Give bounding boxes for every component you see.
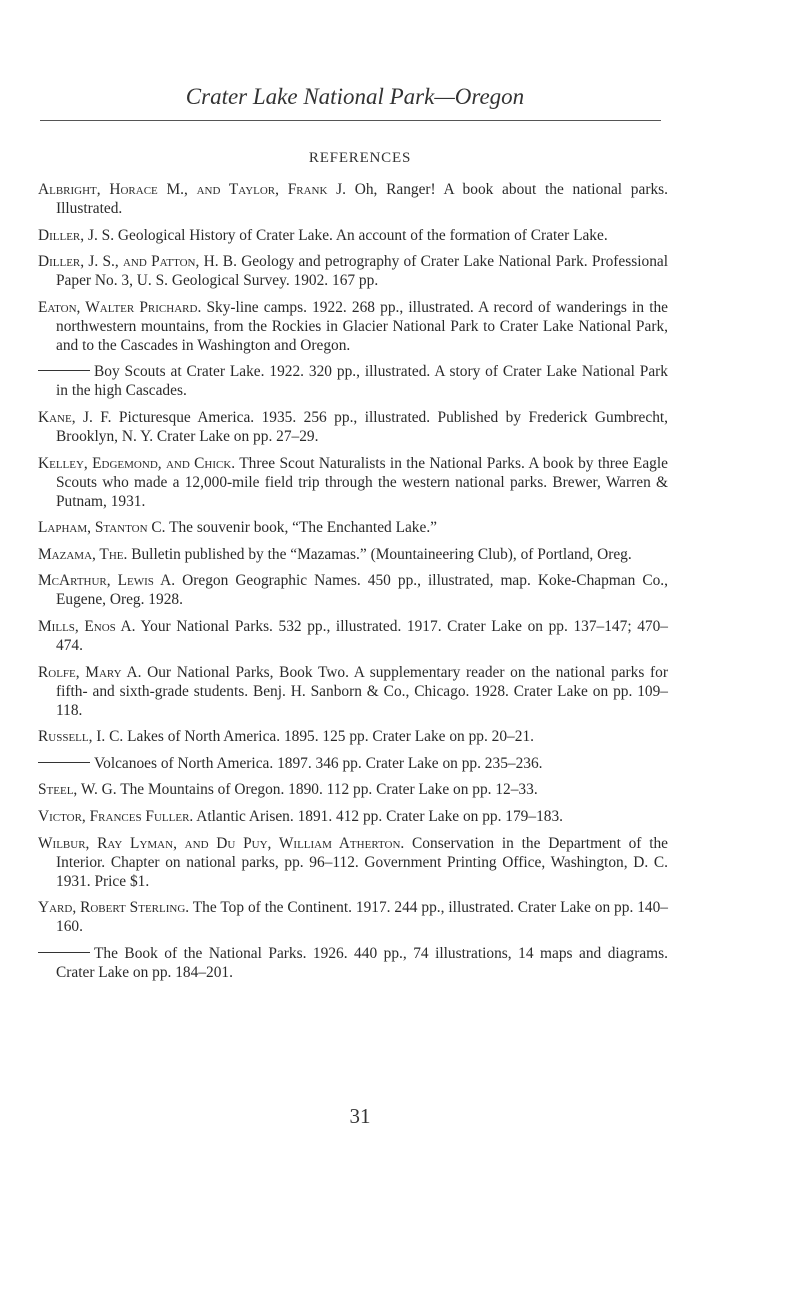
reference-entry xyxy=(38,617,668,655)
reference-author: Kane, J. F. xyxy=(38,408,112,426)
reference-author: Mills, Enos A. xyxy=(38,617,136,635)
reference-entry xyxy=(38,252,668,290)
reference-list xyxy=(38,180,668,989)
reference-text: Your National Parks. 532 pp., illustrated. 1917. Crater Lake on pp. 137–147; 470–474. xyxy=(56,617,668,654)
reference-entry xyxy=(38,944,668,982)
ditto-dash xyxy=(38,762,90,763)
reference-entry xyxy=(38,180,668,218)
reference-author: Diller, J. S. xyxy=(38,226,115,244)
reference-text: Geology and petrography of Crater Lake National Park. Professional Paper No. 3, U. S. Geological Survey. 1902. 167 pp. xyxy=(56,253,668,290)
ditto-dash xyxy=(38,370,90,371)
reference-entry xyxy=(38,518,668,537)
reference-text: Boy Scouts at Crater Lake. 1922. 320 pp., illustrated. A story of Crater Lake National Park in the high Cascades. xyxy=(56,363,668,400)
reference-text: The Book of the National Parks. 1926. 440 pp., 74 illustrations, 14 maps and diagrams. Crater Lake on pp. 184–201. xyxy=(56,944,668,981)
reference-entry xyxy=(38,898,668,936)
reference-text: Lakes of North America. 1895. 125 pp. Crater Lake on pp. 20–21. xyxy=(127,728,534,746)
ditto-dash xyxy=(38,952,90,953)
reference-text: The Top of the Continent. 1917. 244 pp., illustrated. Crater Lake on pp. 140–160. xyxy=(56,899,668,936)
reference-text: Geological History of Crater Lake. An account of the formation of Crater Lake. xyxy=(117,226,608,244)
section-title: REFERENCES xyxy=(308,150,412,166)
reference-entry xyxy=(38,727,668,746)
reference-author: Kelley, Edgemond, and Chick. xyxy=(38,454,236,472)
reference-author: Yard, Robert Sterling. xyxy=(38,899,190,917)
reference-entry xyxy=(38,298,668,355)
reference-author: Eaton, Walter Prichard. xyxy=(38,298,202,316)
reference-author: Albright, Horace M., and Taylor, Frank J. xyxy=(38,181,346,198)
reference-text: Bulletin published by the “Mazamas.” (Mountaineering Club), of Portland, Oreg. xyxy=(131,545,632,563)
reference-text: Volcanoes of North America. 1897. 346 pp. Crater Lake on pp. 235–236. xyxy=(94,754,543,772)
reference-text: Three Scout Naturalists in the National Parks. A book by three Eagle Scouts who made a 12,000-mile field trip through the western national parks. Brewer, Warren & Putnam, 1931. xyxy=(56,454,668,510)
reference-text: Our National Parks, Book Two. A supplementary reader on the national parks for fifth- and sixth-grade students. Benj. H. Sanborn & Co., Chicago. 1928. Crater Lake on pp. 109–118. xyxy=(56,663,668,719)
page-number: 31 xyxy=(349,1104,371,1128)
reference-text: Picturesque America. 1935. 256 pp., illustrated. Published by Frederick Gumbrecht, Brooklyn, N. Y. Crater Lake on pp. 27–29. xyxy=(56,408,669,445)
reference-text: Oh, Ranger! A book about the national parks. Illustrated. xyxy=(56,181,668,217)
reference-author: Diller, J. S., and Patton, H. B. xyxy=(38,253,237,271)
reference-author: Steel, W. G. xyxy=(38,781,117,799)
header-rule xyxy=(40,120,661,121)
reference-entry xyxy=(38,780,668,799)
reference-author: McArthur, Lewis A. xyxy=(38,572,176,590)
reference-entry xyxy=(38,834,668,891)
reference-text: Sky-line camps. 1922. 268 pp., illustrated. A record of wanderings in the northwestern mountains, from the Rockies in Glacier National Park to Crater Lake National Park, and to the Cascades in Washington and Oregon. xyxy=(56,298,668,354)
reference-author: Victor, Frances Fuller. xyxy=(38,807,194,825)
reference-entry xyxy=(38,226,668,245)
running-head: Crater Lake National Park—Oregon xyxy=(185,84,525,109)
reference-entry xyxy=(38,807,668,826)
reference-author: Mazama, The. xyxy=(38,545,128,563)
reference-author: Wilbur, Ray Lyman, and Du Puy, William Atherton. xyxy=(38,834,405,852)
reference-entry xyxy=(38,454,668,511)
reference-text: Oregon Geographic Names. 450 pp., illustrated, map. Koke-Chapman Co., Eugene, Oreg. 1928. xyxy=(56,572,668,609)
reference-entry xyxy=(38,754,668,773)
reference-text: The Mountains of Oregon. 1890. 112 pp. Crater Lake on pp. 12–33. xyxy=(120,781,538,799)
reference-author: Russell, I. C. xyxy=(38,728,124,746)
reference-text: The souvenir book, “The Enchanted Lake.” xyxy=(169,519,438,537)
reference-text: Atlantic Arisen. 1891. 412 pp. Crater Lake on pp. 179–183. xyxy=(196,807,564,825)
reference-entry xyxy=(38,663,668,720)
reference-entry xyxy=(38,571,668,609)
reference-entry xyxy=(38,362,668,400)
reference-author: Lapham, Stanton C. xyxy=(38,519,166,537)
reference-entry xyxy=(38,408,668,446)
reference-entry xyxy=(38,545,668,564)
reference-text: Conservation in the Department of the Interior. Chapter on national parks, pp. 96–112. Government Printing Office, Washington, D. C. 1931. Price $1. xyxy=(56,834,668,890)
reference-author: Rolfe, Mary A. xyxy=(38,663,142,681)
